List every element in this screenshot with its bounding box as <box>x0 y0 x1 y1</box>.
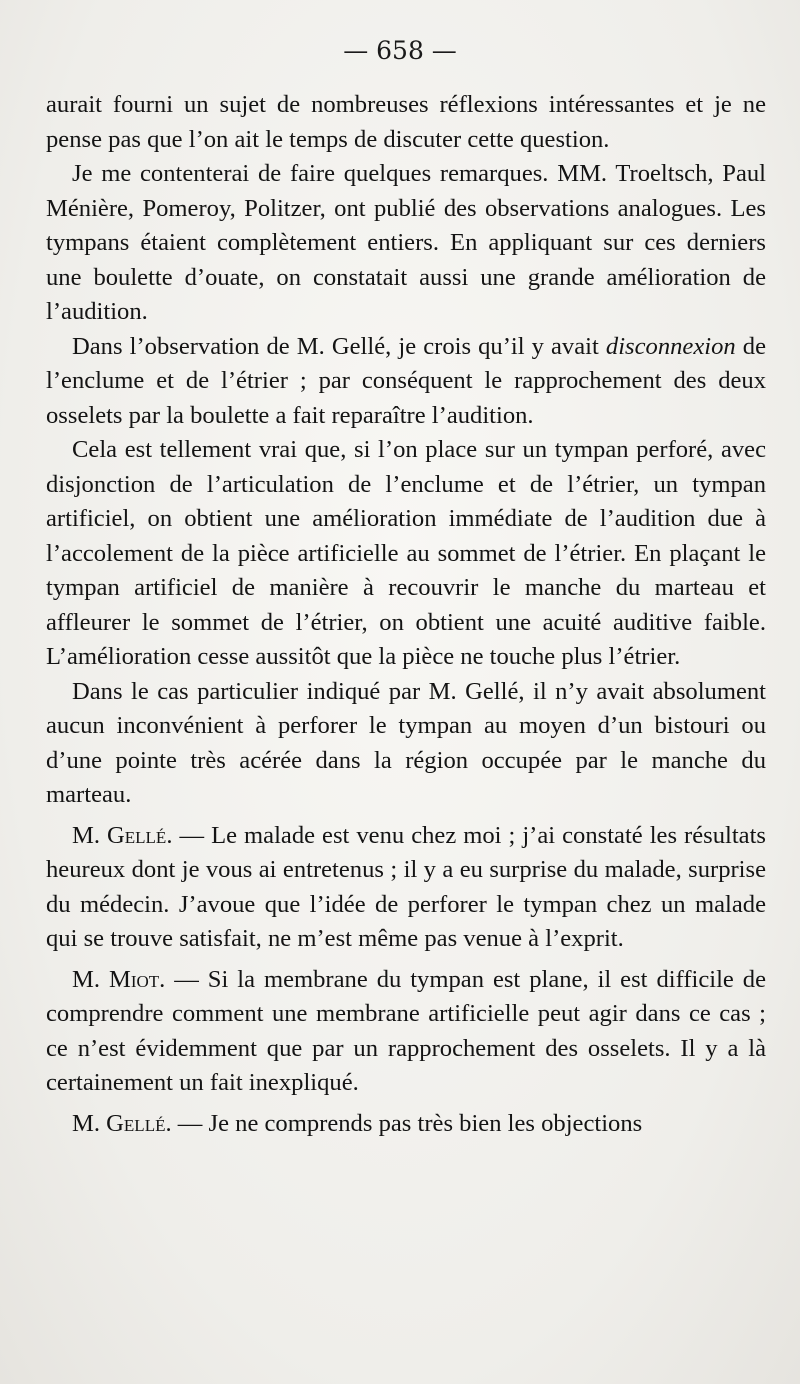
page-number: — 658 — <box>343 36 457 65</box>
body-text <box>46 88 766 1141</box>
paragraph-3-text-end: de l’enclume et de l’étrier ; par conséquent le rapprochement des deux osselets par la boulette a fait reparaître l’audition. <box>46 332 766 429</box>
paragraph-2: Je me contenterai de faire quelques remarques. MM. Troeltsch, Paul Ménière, Pomeroy, Politzer, ont publié des observations analogues. Les tympans étaient complètement entiers. En appliquant sur ces derniers une boulette d’ouate, on constatait aussi une grande amélioration de l’audition. <box>46 160 766 325</box>
paragraph-8 <box>46 1107 766 1142</box>
paragraph-3 <box>46 330 766 434</box>
speaker-name: M. Gellé. <box>72 1109 172 1137</box>
speaker-name: M. Miot. <box>72 965 166 993</box>
italic-term: disconnexion <box>605 332 736 360</box>
speech-text: — Si la membrane du tympan est plane, il est difficile de comprendre comment une membrane artificielle peut agir dans ce cas ; ce n’est évidemment que par un rapprochement des osselets. Il y a là certainement un fait inexpliqué. <box>46 965 766 1096</box>
paragraph-7 <box>46 963 766 1101</box>
paragraph-3-text-start: Dans l’observation de M. Gellé, je crois qu’il y avait <box>72 332 606 360</box>
paragraph-4: Cela est tellement vrai que, si l’on place sur un tympan perforé, avec disjonction de l’articulation de l’enclume et de l’étrier, un tympan artificiel, on obtient une amélioration immédiate de l’audition due à l’accolement de la pièce artificielle au sommet de l’étrier. En plaçant le tympan artificiel de manière à recouvrir le manche du marteau et affleurer le sommet de l’étrier, on obtient une acuité auditive faible. L’amélioration cesse aussitôt que la pièce ne touche plus l’étrier. <box>46 436 766 670</box>
paragraph-5: Dans le cas particulier indiqué par M. Gellé, il n’y avait absolument aucun inconvénient à perforer le tympan au moyen d’un bistouri ou d’une pointe très acérée dans la région occupée par le manche du marteau. <box>46 677 766 808</box>
paragraph-6 <box>46 819 766 957</box>
paragraph-1: aurait fourni un sujet de nombreuses réflexions intéressantes et je ne pense pas que l’on ait le temps de discuter cette question. <box>46 91 766 153</box>
speaker-name: M. Gellé. <box>72 821 173 849</box>
speech-text: — Je ne comprends pas très bien les objections <box>171 1109 643 1137</box>
speech-text: — Le malade est venu chez moi ; j’ai constaté les résultats heureux dont je vous ai entretenus ; il y a eu surprise du malade, surprise du médecin. J’avoue que l’idée de perforer le tympan chez un malade qui se trouve satisfait, ne m’est même pas venue à l’exprit. <box>46 821 766 952</box>
